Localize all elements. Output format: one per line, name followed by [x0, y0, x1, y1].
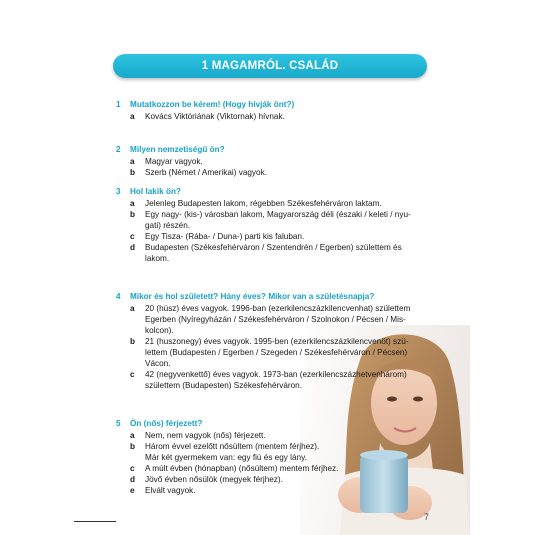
answer-label: c — [130, 464, 135, 473]
answer-label: a — [130, 112, 135, 121]
footer-divider — [74, 521, 116, 522]
question-text: Mikor és hol született? Hány éves? Mikor van a születésnapja? — [130, 292, 375, 301]
answer-label: b — [130, 442, 136, 451]
answer-text: Egy Tisza- (Rába- / Duna-) parti kis faluban. — [145, 232, 305, 241]
answer-label: a — [130, 304, 135, 313]
answer-label: a — [130, 199, 135, 208]
answer-text: Magyar vagyok. — [145, 157, 203, 166]
answer-text: Egy nagy- (kis-) városban lakom, Magyarország déli (északi / keleti / nyu- gati) részén. — [145, 210, 411, 230]
answer-text: 20 (húsz) éves vagyok. 1996-ban (ezerkilencszázkilencvenhat) születtem Egerben (Nyíregyházán / Székesfehérváron / Szolnokon / Pécsen / Mis- kolcon). — [145, 304, 411, 335]
question-text: Mutatkozzon be kérem! (Hogy hívják önt?) — [130, 100, 295, 109]
answer-text: Kovács Viktóriának (Viktornak) hívnak. — [145, 112, 285, 121]
answer-text: Nem, nem vagyok (nős) férjezett. — [145, 431, 266, 440]
answer-text: 42 (negyvenkettő) éves vagyok. 1973-ban (ezerkilencszázhetvenhárom) születtem (Budapesten) Székesfehérváron. — [145, 370, 407, 390]
question-number: 3 — [116, 187, 121, 196]
answer-text: Szerb (Német / Amerikai) vagyok. — [145, 168, 267, 177]
answer-label: d — [130, 475, 136, 484]
answer-text: Három évvel ezelőtt nősültem (mentem férjhez). Már két gyermekem van: egy fiú és egy lány. — [145, 442, 320, 462]
answer-label: b — [130, 337, 136, 346]
answer-label: c — [130, 370, 135, 379]
answer-text: A múlt évben (hónapban) (nősültem) mentem férjhez. — [145, 464, 339, 473]
answer-text: Budapesten (Székesfehérváron / Szentendrén / Egerben) születtem és lakom. — [145, 243, 402, 263]
answer-label: b — [130, 168, 136, 177]
question-number: 5 — [116, 419, 121, 428]
answer-label: d — [130, 243, 136, 252]
chapter-title: 1 MAGAMRÓL. CSALÁD — [201, 60, 339, 72]
answer-text: 21 (huszonegy) éves vagyok. 1995-ben (ezerkilencszázkilencvenöt) szü- lettem (Budapesten / Egerben / Szegeden / Székesfehérváron / Pécsen) Vácon. — [145, 337, 409, 368]
answer-text: Jövő évben nősülök (megyek férjhez). — [145, 475, 283, 484]
question-number: 2 — [116, 145, 121, 154]
question-text: Ön (nős) férjezett? — [130, 419, 203, 428]
answer-text: Jelenleg Budapesten lakom, régebben Székesfehérváron laktam. — [145, 199, 382, 208]
answer-label: a — [130, 157, 135, 166]
question-text: Hol lakik ön? — [130, 187, 181, 196]
answer-label: b — [130, 210, 136, 219]
question-text: Milyen nemzetiségű ön? — [130, 145, 225, 154]
answer-label: e — [130, 486, 135, 495]
chapter-title-banner — [113, 54, 427, 78]
question-number: 4 — [116, 292, 121, 301]
answer-label: a — [130, 431, 135, 440]
question-number: 1 — [116, 100, 121, 109]
answer-text: Elvált vagyok. — [145, 486, 196, 495]
page-number: 7 — [424, 512, 430, 522]
answer-label: c — [130, 232, 135, 241]
